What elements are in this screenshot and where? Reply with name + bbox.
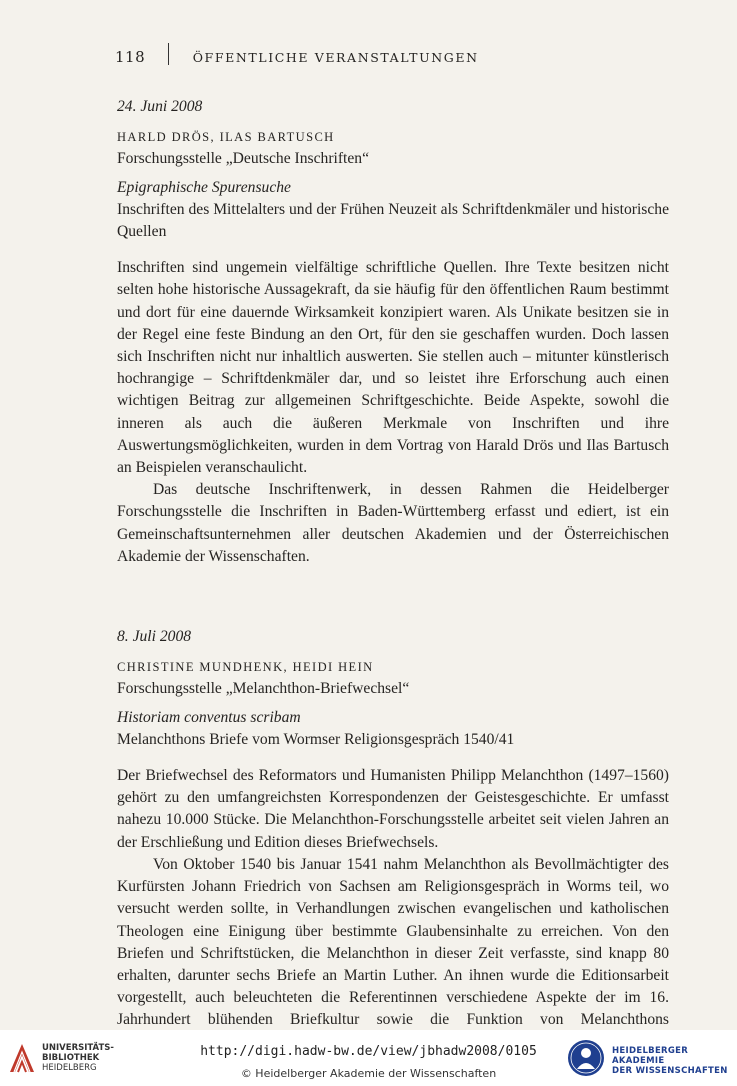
talk-title: Epigraphische Spurensuche [117, 178, 291, 196]
event-date: 24. Juni 2008 [117, 98, 203, 115]
event-speakers: CHRISTINE MUNDHENK, HEIDI HEIN [117, 660, 374, 675]
hadw-logo-text: HEIDELBERGER AKADEMIE DER WISSENSCHAFTEN [612, 1046, 728, 1076]
header-divider [168, 43, 169, 65]
hadw-seal-icon [567, 1039, 605, 1077]
event-speakers: HARLD DRÖS, ILAS BARTUSCH [117, 130, 335, 145]
viewer-footer [0, 1030, 737, 1086]
running-head [115, 47, 479, 69]
ub-logo-text: UNIVERSITÄTS- BIBLIOTHEK HEIDELBERG [42, 1043, 114, 1073]
page-content [117, 96, 669, 1054]
copyright-notice: © Heidelberger Akademie der Wissenschaften [240, 1067, 497, 1080]
body-paragraph: Der Briefwechsel des Reformators und Humanisten Philipp Melanchthon (1497–1560) gehört zu den umfangreichsten Korrespondenzen der Geistesgeschichte. Er umfasst nahezu 10.000 Stücke. Die Melanchthon-Forschungsstelle arbeitet seit vielen Jahren an der Erschließung und Edition dieses Briefwechsels. [117, 767, 669, 851]
body-paragraph: Von Oktober 1540 bis Januar 1541 nahm Melanchthon als Bevollmächtigter des Kurfürsten Johann Friedrich von Sachsen am Religionsgespräch in Worms teil, wo versucht werden sollte, in Verhandlungen zwischen evangelischen und katholischen Theologen eine Einigung über bestimmte Glaubensinhalte zu erreichen. Von den Briefen und Schriftstücken, die Melanchthon in dieser Zeit verfasste, sind knapp 80 erhalten, darunter sechs Briefe an Martin Luther. An ihnen wurde die Editionsarbeit vorgestellt, auch beleuchteten die Referentinnen verschiedene Aspekte der im 16. Jahrhundert blühenden Briefkultur sowie die Funktion von Melanchthons [117, 855, 669, 1029]
body-paragraph: Inschriften sind ungemein vielfältige schriftliche Quellen. Ihre Texte besitzen nicht selten hohe historische Aussagekraft, da sie häufig für den öffentlichen Raum bestimmt und dort für eine dauernde Wirksamkeit konzipiert waren. Als Unikate besitzen sie in der Regel eine feste Bindung an den Ort, für den sie geschaffen wurden. Doch lassen sich Inschriften nicht nur inhaltlich auswerten. Sie stellen auch – mitunter künstlerisch hochrangige – Schriftdenkmäler dar, und so leistet ihre Erforschung auch einen wichtigen Beitrag zur allgemeinen Schriftgeschichte. Beide Aspekte, sowohl die inneren als auch die äußeren Merkmale von Inschriften und ihre Auswertungsmöglichkeiten, wurden in dem Vortrag von Harald Drös und Ilas Bartusch an Beispielen veranschaulicht. [117, 259, 669, 477]
event-2 [117, 626, 669, 1054]
event-1 [117, 96, 669, 568]
event-date: 8. Juli 2008 [117, 628, 192, 646]
talk-subtitle: Inschriften des Mittelalters und der Frühen Neuzeit als Schriftdenkmäler und historische Quellen [117, 200, 669, 241]
page-number: 118 [115, 48, 146, 66]
event-institution: Forschungsstelle „Deutsche Inschriften“ [117, 150, 370, 168]
permalink-url[interactable]: http://digi.hadw-bw.de/view/jbhadw2008/0105 [200, 1044, 537, 1059]
section-title: ÖFFENTLICHE VERANSTALTUNGEN [192, 50, 479, 65]
talk-subtitle: Melanchthons Briefe vom Wormser Religionsgespräch 1540/41 [117, 730, 515, 748]
body-paragraph: Das deutsche Inschriftenwerk, in dessen Rahmen die Heidelberger Forschungsstelle die Inschriften in Baden-Württemberg erfasst und ediert, ist ein Gemeinschaftsunternehmen aller deutschen Akademien und der Österreichischen Akademie der Wissenschaften. [117, 481, 669, 565]
talk-title: Historiam conventus scribam [117, 708, 301, 726]
section-gap [117, 568, 669, 626]
event-institution: Forschungsstelle „Melanchthon-Briefwechsel“ [117, 680, 410, 698]
